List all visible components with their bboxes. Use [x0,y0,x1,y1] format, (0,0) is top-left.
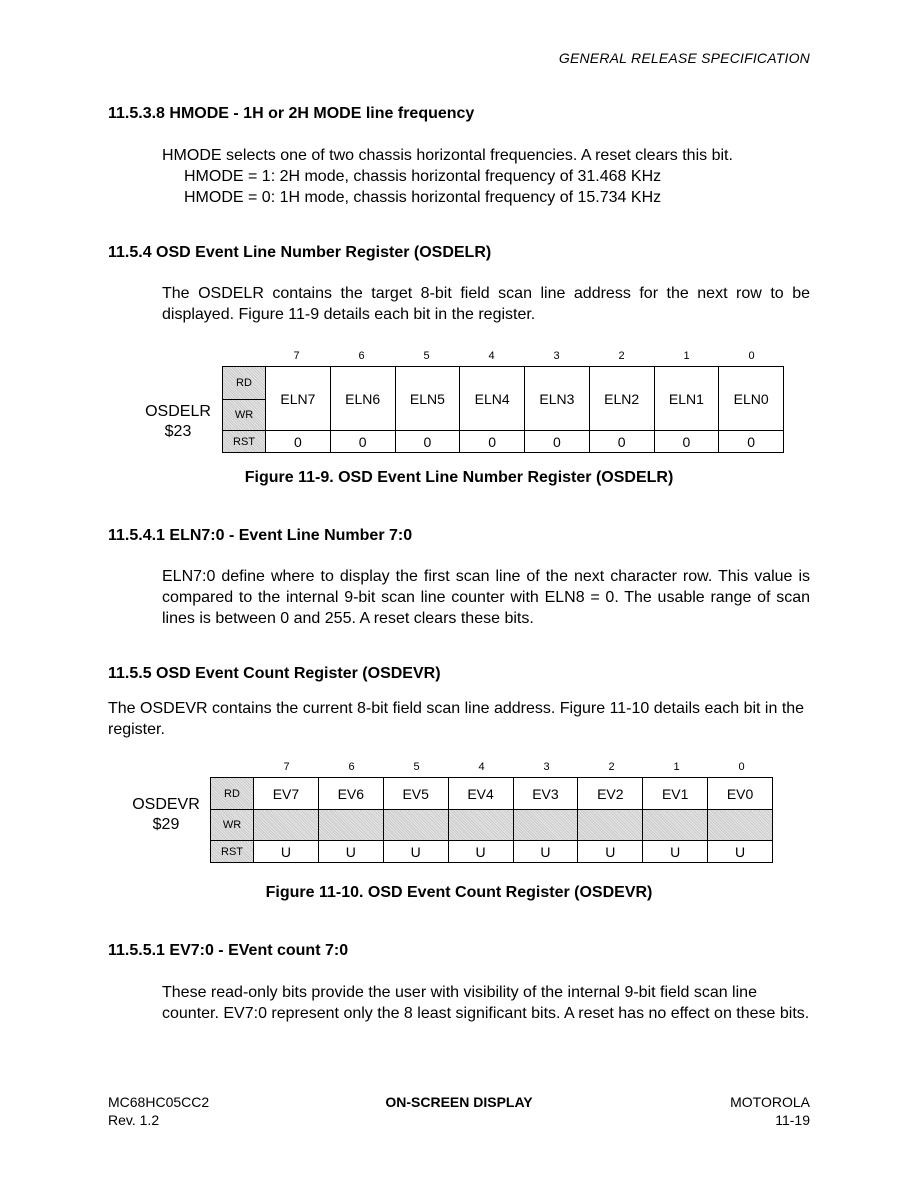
field-cell: ELN2 [589,367,654,431]
bit-number: 6 [358,350,365,362]
osdevr-paragraph: The OSDEVR contains the current 8-bit field scan line address. Figure 11-10 details each bit in the register. [108,700,805,738]
wr-label: WR [223,400,266,431]
reset-cell: 0 [330,431,395,453]
field-cell: EV6 [318,778,383,810]
osdelr-bit-numbers [264,350,784,362]
section-heading-osdelr: 11.5.4 OSD Event Line Number Register (OSDELR) [108,244,492,261]
rst-label: RST [223,431,266,453]
reset-cell: U [318,841,383,863]
bit-number: 4 [478,761,485,773]
bit-number: 7 [293,350,300,362]
register-address: $23 [164,423,192,440]
section-heading-ev: 11.5.5.1 EV7:0 - EVent count 7:0 [108,942,349,959]
field-cell: ELN6 [330,367,395,431]
reset-cell: U [708,841,773,863]
hmode-line-2: HMODE = 0: 1H mode, chassis horizontal frequency of 15.734 KHz [184,189,662,206]
rd-label: RD [211,778,254,810]
reset-cell: 0 [460,431,525,453]
figure-11-9-caption: Figure 11-9. OSD Event Line Number Register (OSDELR) [244,469,674,486]
osdelr-paragraph: The OSDELR contains the target 8-bit field scan line address for the next row to be displayed. Figure 11-9 details each bit in the register. [162,285,810,323]
field-cell: EV2 [578,778,643,810]
osdevr-register-label [126,795,206,835]
eln-paragraph: ELN7:0 define where to display the first scan line of the next character row. This value is compared to the internal 9-bit scan line counter with ELN8 = 0. The usable range of scan lines is between 0 and 255. A reset clears these bits. [162,568,810,627]
section-heading-hmode: 11.5.3.8 HMODE - 1H or 2H MODE line frequency [108,105,475,122]
reset-cell: 0 [395,431,460,453]
field-cell: EV1 [643,778,708,810]
register-name: OSDELR [145,403,211,420]
osdelr-register-table [222,366,784,453]
section-heading-eln: 11.5.4.1 ELN7:0 - Event Line Number 7:0 [108,527,413,544]
rd-label: RD [223,367,266,400]
unused-write-cell [578,810,643,841]
ev-paragraph: These read-only bits provide the user with visibility of the internal 9-bit field scan line counter. EV7:0 represent only the 8 least significant bits. A reset has no effect on these bits. [162,984,810,1022]
bit-number: 0 [738,761,745,773]
hmode-line-1: HMODE = 1: 2H mode, chassis horizontal frequency of 31.468 KHz [184,168,662,185]
bit-number: 4 [488,350,495,362]
bit-number: 5 [423,350,430,362]
bit-number: 5 [413,761,420,773]
bit-number: 6 [348,761,355,773]
bit-number: 2 [618,350,625,362]
reset-cell: 0 [654,431,719,453]
reset-cell: 0 [525,431,590,453]
footer-revision: Rev. 1.2 [108,1112,160,1128]
register-name: OSDEVR [132,796,200,813]
field-cell: EV0 [708,778,773,810]
field-cell: ELN3 [525,367,590,431]
footer-part-number: MC68HC05CC2 [108,1094,210,1110]
unused-write-cell [643,810,708,841]
bit-number: 2 [608,761,615,773]
footer-company: MOTOROLA [730,1094,810,1110]
osdevr-bit-numbers [254,761,774,773]
reset-cell: U [383,841,448,863]
osdelr-register-label [138,402,218,442]
bit-number: 1 [673,761,680,773]
unused-write-cell [448,810,513,841]
register-address: $29 [152,816,180,833]
field-cell: ELN1 [654,367,719,431]
bit-number: 3 [543,761,550,773]
osdevr-register-table [210,777,773,863]
wr-label: WR [211,810,254,841]
reset-cell: 0 [589,431,654,453]
page-header-title: GENERAL RELEASE SPECIFICATION [558,50,810,66]
reset-cell: U [254,841,319,863]
section-heading-osdevr: 11.5.5 OSD Event Count Register (OSDEVR) [108,665,441,682]
reset-cell: U [448,841,513,863]
reset-cell: U [643,841,708,863]
reset-cell: U [513,841,578,863]
bit-number: 7 [283,761,290,773]
figure-11-10-caption: Figure 11-10. OSD Event Count Register (OSDEVR) [265,884,653,901]
unused-write-cell [708,810,773,841]
reset-cell: U [578,841,643,863]
reset-cell: 0 [266,431,331,453]
field-cell: ELN7 [266,367,331,431]
field-cell: ELN4 [460,367,525,431]
footer-center: ON-SCREEN DISPLAY [385,1094,533,1110]
field-cell: EV3 [513,778,578,810]
unused-write-cell [383,810,448,841]
field-cell: EV7 [254,778,319,810]
hmode-paragraph: HMODE selects one of two chassis horizontal frequencies. A reset clears this bit. [162,147,733,164]
field-cell: EV5 [383,778,448,810]
reset-cell: 0 [719,431,784,453]
footer-page-number: 11-19 [775,1112,810,1128]
field-cell: ELN0 [719,367,784,431]
footer-right [730,1093,810,1129]
field-cell: ELN5 [395,367,460,431]
field-cell: EV4 [448,778,513,810]
bit-number: 3 [553,350,560,362]
rst-label: RST [211,841,254,863]
unused-write-cell [318,810,383,841]
bit-number: 1 [683,350,690,362]
unused-write-cell [513,810,578,841]
bit-number: 0 [748,350,755,362]
unused-write-cell [254,810,319,841]
